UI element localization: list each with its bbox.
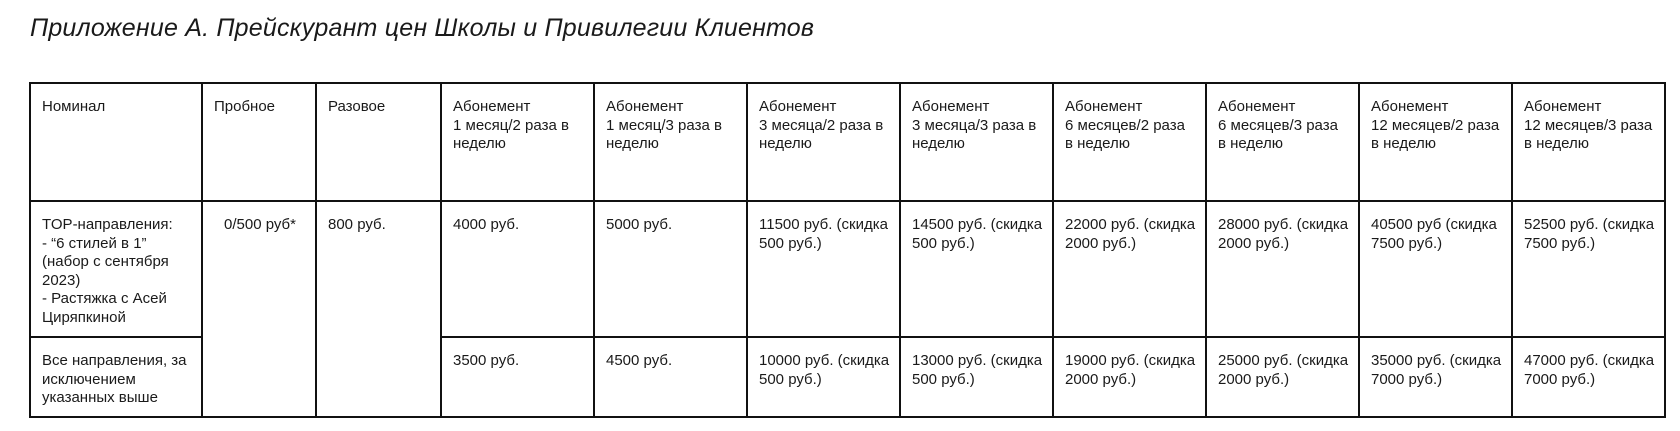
price-cell: 19000 руб. (скидка 2000 руб.) bbox=[1053, 337, 1206, 417]
row-name-cell: TOP-направления: - “6 стилей в 1” (набор с сентября 2023) - Растяжка с Асей Циряпкиной bbox=[30, 201, 202, 337]
price-cell: 5000 руб. bbox=[594, 201, 747, 337]
header-cell-trial: Пробное bbox=[202, 83, 316, 201]
single-price-cell: 800 руб. bbox=[316, 201, 441, 417]
header-cell-sub-12m-2x: Абонемент 12 месяцев/2 раза в неделю bbox=[1359, 83, 1512, 201]
price-cell: 35000 руб. (скидка 7000 руб.) bbox=[1359, 337, 1512, 417]
table-row-top-directions bbox=[30, 201, 1665, 337]
price-cell: 22000 руб. (скидка 2000 руб.) bbox=[1053, 201, 1206, 337]
price-cell: 52500 руб. (скидка 7500 руб.) bbox=[1512, 201, 1665, 337]
table-header-row bbox=[30, 83, 1665, 201]
header-cell-sub-6m-2x: Абонемент 6 месяцев/2 раза в неделю bbox=[1053, 83, 1206, 201]
header-cell-sub-6m-3x: Абонемент 6 месяцев/3 раза в неделю bbox=[1206, 83, 1359, 201]
price-cell: 3500 руб. bbox=[441, 337, 594, 417]
header-cell-single: Разовое bbox=[316, 83, 441, 201]
price-cell: 4000 руб. bbox=[441, 201, 594, 337]
page-title: Приложение А. Прейскурант цен Школы и Привилегии Клиентов bbox=[30, 14, 815, 42]
header-cell-nominal: Номинал bbox=[30, 83, 202, 201]
price-cell: 10000 руб. (скидка 500 руб.) bbox=[747, 337, 900, 417]
price-cell: 28000 руб. (скидка 2000 руб.) bbox=[1206, 201, 1359, 337]
row-name-cell: Все направления, за исключением указанных выше bbox=[30, 337, 202, 417]
price-cell: 40500 руб (скидка 7500 руб.) bbox=[1359, 201, 1512, 337]
price-cell: 11500 руб. (скидка 500 руб.) bbox=[747, 201, 900, 337]
header-cell-sub-1m-3x: Абонемент 1 месяц/3 раза в неделю bbox=[594, 83, 747, 201]
price-table bbox=[29, 82, 1666, 418]
price-cell: 25000 руб. (скидка 2000 руб.) bbox=[1206, 337, 1359, 417]
trial-price-cell: 0/500 руб* bbox=[202, 201, 316, 417]
header-cell-sub-12m-3x: Абонемент 12 месяцев/3 раза в неделю bbox=[1512, 83, 1665, 201]
price-cell: 14500 руб. (скидка 500 руб.) bbox=[900, 201, 1053, 337]
header-cell-sub-3m-2x: Абонемент 3 месяца/2 раза в неделю bbox=[747, 83, 900, 201]
price-cell: 13000 руб. (скидка 500 руб.) bbox=[900, 337, 1053, 417]
price-cell: 47000 руб. (скидка 7000 руб.) bbox=[1512, 337, 1665, 417]
header-cell-sub-1m-2x: Абонемент 1 месяц/2 раза в неделю bbox=[441, 83, 594, 201]
price-cell: 4500 руб. bbox=[594, 337, 747, 417]
header-cell-sub-3m-3x: Абонемент 3 месяца/3 раза в неделю bbox=[900, 83, 1053, 201]
